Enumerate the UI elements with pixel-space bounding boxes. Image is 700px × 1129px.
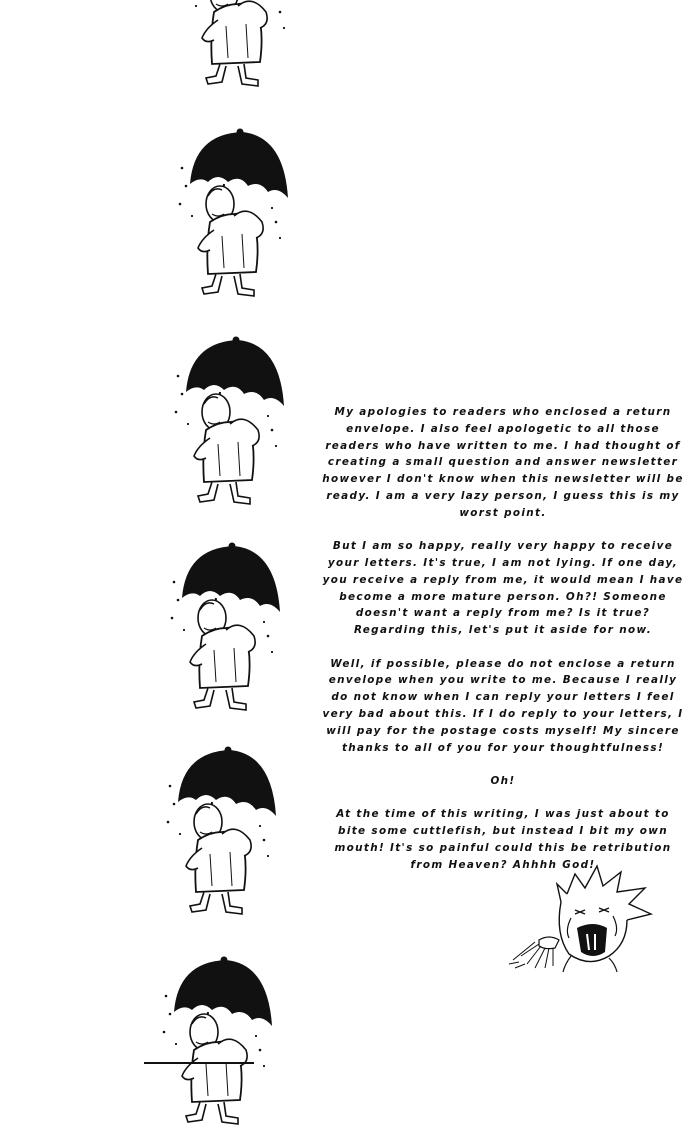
umbrella-walker-figure-3	[158, 334, 288, 504]
letter-text-column	[322, 404, 684, 890]
umbrella-walker-figure-4	[154, 540, 284, 710]
strip-baseline	[144, 1062, 254, 1064]
letter-paragraph-1: My apologies to readers who enclosed a return envelope. I also feel apologetic to all those readers who have written to me. I had thought of creating a small question and answer newsletter however I don't know when this newsletter will be ready. I am a very lazy person, I guess this is my worst point.	[322, 406, 684, 519]
umbrella-walker-figure-6	[146, 954, 276, 1124]
crying-author-sketch-icon	[505, 864, 655, 974]
umbrella-walker-figure-2	[162, 126, 292, 296]
umbrella-walker-figure-5	[150, 744, 280, 914]
umbrella-figure-strip	[140, 0, 290, 1065]
letter-paragraph-5: At the time of this writing, I was just about to bite some cuttlefish, but instead I bit my own mouth! It's so painful could this be retribution from Heaven? Ahhhh God!	[334, 808, 672, 871]
letter-paragraph-2: But I am so happy, really very happy to receive your letters. It's true, I am not lying. If one day, you receive a reply from me, it would mean I have become a more mature person. Oh?! Someone doesn't want a reply from me? Is it true? Regarding this, let's put it aside for now.	[322, 540, 684, 637]
umbrella-walker-figure-1	[166, 0, 296, 86]
letter-paragraph-3: Well, if possible, please do not enclose a return envelope when you write to me. Because I really do not know when I can reply your letters I feel very bad about this. If I do reply to your letters, I will pay for the postage costs myself! My sincere thanks to all of you for your thoughtfulness!	[322, 657, 684, 754]
letter-paragraph-4: Oh!	[490, 774, 516, 787]
